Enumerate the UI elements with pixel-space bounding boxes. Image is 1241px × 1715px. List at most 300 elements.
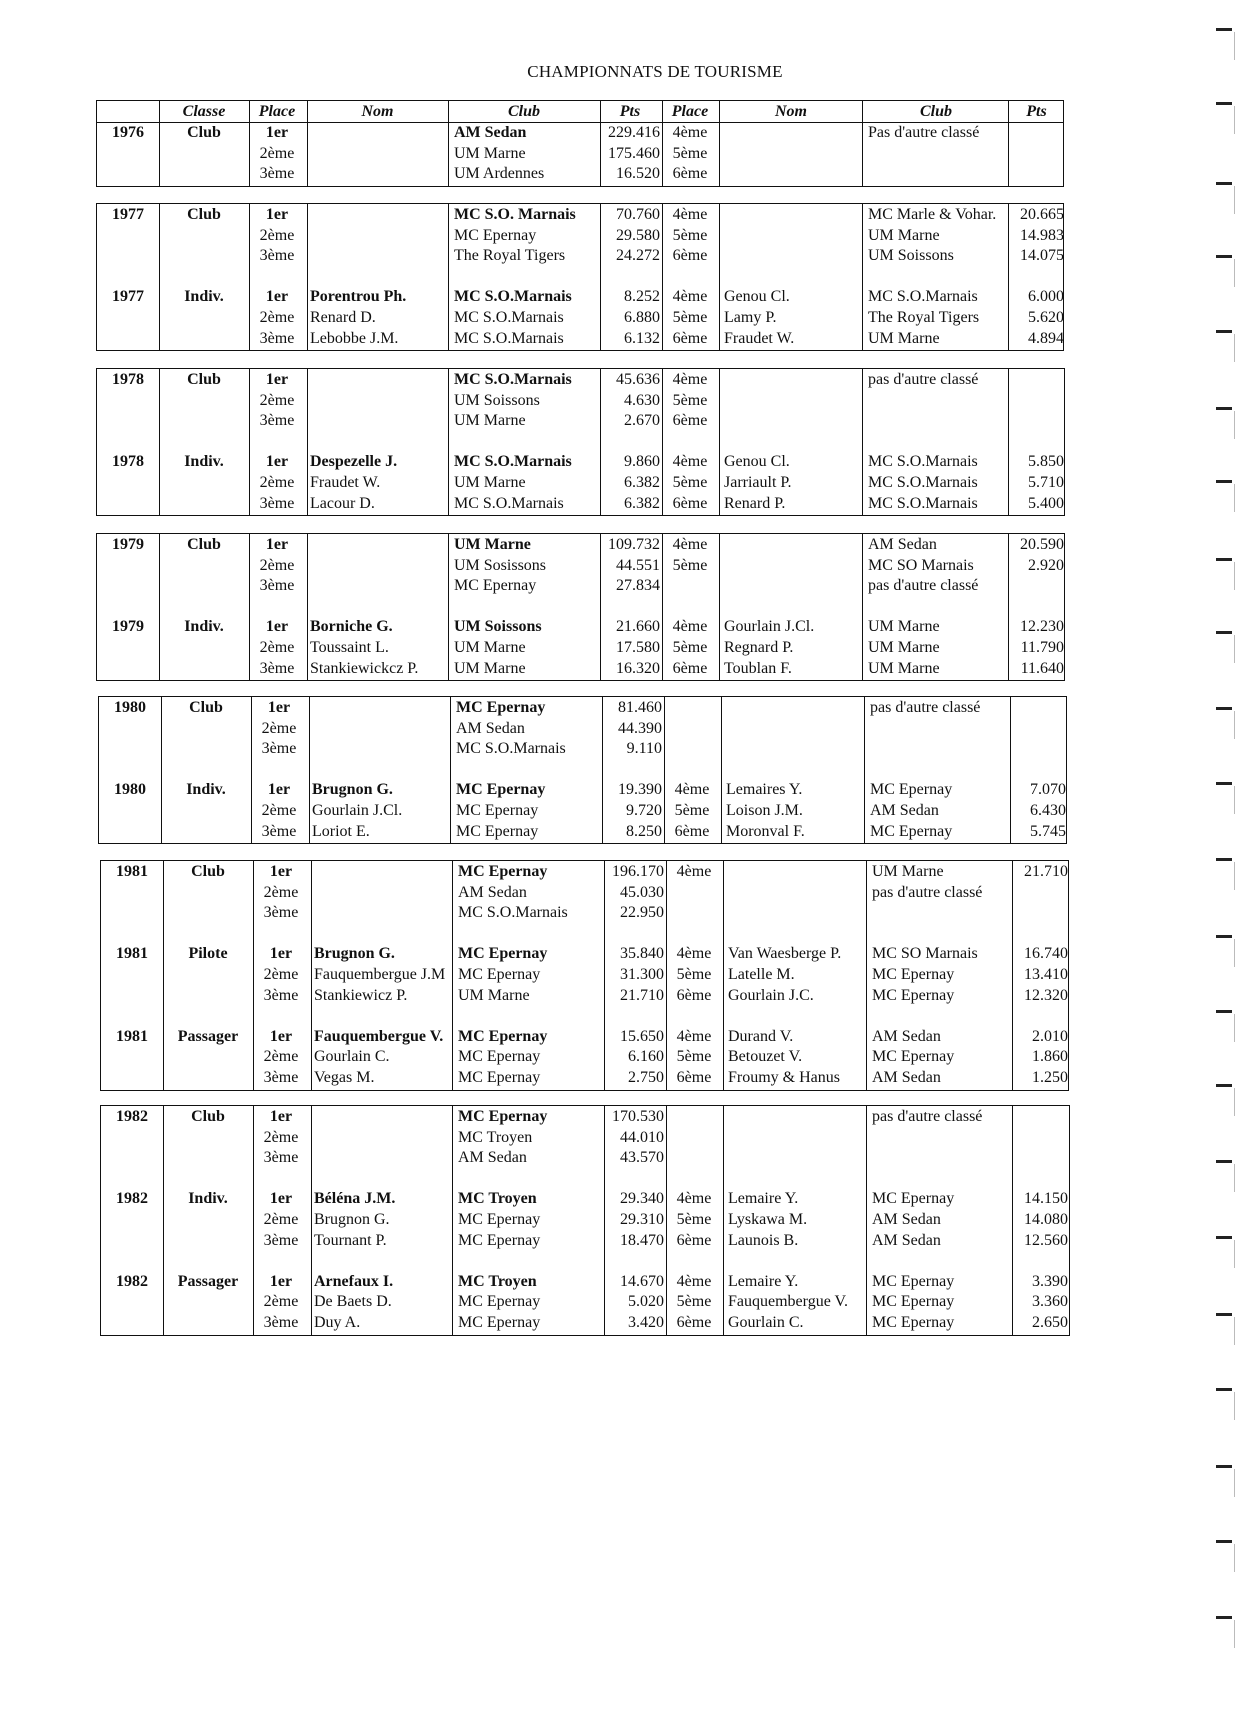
- binder-tick: [1234, 1469, 1235, 1497]
- binder-dash: [1216, 935, 1232, 938]
- cell-club: MC Epernay: [458, 966, 541, 983]
- cell-club: MC Troyen: [458, 1272, 537, 1290]
- cell-place2: 5ème: [672, 226, 708, 244]
- cell-club2: MC Epernay: [872, 1190, 955, 1208]
- cell-nom: Brugnon G.: [314, 1211, 390, 1228]
- cell-club: MC S.O.Marnais: [454, 309, 564, 326]
- cell-pts: 8.250: [626, 822, 662, 840]
- cell-classe: Club: [187, 371, 221, 388]
- cell-club: AM Sedan: [458, 883, 527, 901]
- cell-club2: MC Epernay: [872, 986, 955, 1004]
- cell-place: 2ème: [263, 966, 299, 983]
- binder-tick: [1234, 334, 1235, 362]
- cell-place2: 6ème: [676, 1231, 712, 1249]
- cell-nom: Béléna J.M.: [314, 1190, 396, 1208]
- cell-year: 1981: [116, 945, 148, 963]
- cell-pts2: 20.590: [1020, 536, 1064, 553]
- cell-place: 2ème: [259, 556, 295, 574]
- cell-year: 1976: [112, 124, 144, 141]
- cell-club2: AM Sedan: [872, 1231, 941, 1249]
- binder-tick: [1234, 1544, 1235, 1572]
- cell-place2: 5ème: [672, 556, 708, 574]
- cell-club: MC Epernay: [456, 822, 539, 840]
- binder-tick: [1234, 562, 1235, 590]
- cell-pts: 9.720: [626, 802, 662, 819]
- cell-place2: 6ème: [676, 986, 712, 1004]
- cell-club: AM Sedan: [454, 124, 527, 141]
- results-section: [96, 533, 1065, 681]
- binder-tick: [1234, 862, 1235, 890]
- table-header: [97, 101, 1063, 123]
- cell-place2: 4ème: [674, 781, 710, 799]
- cell-pts2: 5.710: [1028, 474, 1064, 491]
- binder-tick: [1234, 484, 1235, 512]
- cell-club: MC S.O.Marnais: [458, 904, 568, 922]
- cell-place: 1er: [267, 699, 291, 716]
- cell-year: 1982: [116, 1108, 148, 1125]
- cell-pts2: 3.390: [1032, 1272, 1068, 1290]
- cell-place: 2ème: [259, 391, 295, 409]
- header-club: Club: [507, 103, 540, 120]
- cell-place: 1er: [269, 1272, 293, 1290]
- cell-club2: MC Marle & Vohar.: [868, 206, 997, 223]
- cell-classe: Club: [187, 206, 221, 223]
- column-divider: [719, 204, 720, 350]
- cell-place: 2ème: [259, 144, 295, 162]
- column-divider: [721, 697, 722, 843]
- cell-pts: 45.636: [616, 371, 660, 388]
- cell-place2: 6ème: [674, 822, 710, 840]
- cell-pts2: 5.850: [1028, 453, 1064, 471]
- cell-club2: pas d'autre classé: [872, 883, 983, 901]
- cell-club2: Pas d'autre classé: [868, 124, 980, 141]
- cell-club2: MC SO Marnais: [868, 556, 974, 574]
- binder-dash: [1216, 707, 1232, 710]
- cell-pts: 2.750: [628, 1069, 664, 1086]
- cell-pts: 9.860: [624, 453, 660, 471]
- header-nom: Nom: [361, 103, 394, 120]
- cell-pts2: 2.650: [1032, 1314, 1068, 1331]
- cell-nom: Lebobbe J.M.: [310, 329, 399, 347]
- binder-dash: [1216, 1236, 1232, 1239]
- cell-nom: Fraudet W.: [310, 474, 381, 491]
- cell-club: UM Soissons: [454, 618, 542, 636]
- binder-dash: [1216, 255, 1232, 258]
- binder-tick: [1234, 939, 1235, 967]
- cell-club2: UM Marne: [868, 226, 940, 244]
- cell-place: 2ème: [261, 719, 297, 737]
- cell-place: 3ème: [263, 986, 299, 1004]
- cell-nom2: Gourlain J.Cl.: [724, 618, 815, 636]
- results-section: [98, 696, 1067, 844]
- cell-club: UM Marne: [454, 659, 526, 677]
- cell-place2: 4ème: [676, 863, 712, 880]
- cell-pts: 2.670: [624, 412, 660, 430]
- cell-classe: Club: [191, 863, 225, 880]
- cell-place: 3ème: [259, 577, 295, 595]
- binder-dash: [1216, 480, 1232, 483]
- cell-classe: Club: [187, 536, 221, 553]
- cell-pts: 29.580: [616, 226, 660, 244]
- cell-place: 3ème: [263, 1231, 299, 1249]
- cell-club2: UM Marne: [872, 863, 944, 880]
- cell-club: UM Marne: [454, 144, 526, 162]
- cell-place2: 5ème: [672, 639, 708, 656]
- results-section: [100, 860, 1069, 1091]
- cell-nom: Fauquembergue J.M: [314, 966, 446, 983]
- cell-club2: AM Sedan: [870, 802, 939, 819]
- cell-classe: Passager: [177, 1027, 239, 1045]
- cell-nom2: Lemaires Y.: [726, 781, 803, 799]
- cell-place2: 5ème: [676, 1048, 712, 1066]
- header-nom2: Nom: [775, 103, 807, 120]
- header-place: Place: [258, 103, 296, 120]
- cell-pts: 5.020: [628, 1293, 664, 1311]
- cell-nom2: Jarriault P.: [724, 474, 792, 491]
- cell-pts: 16.320: [616, 659, 660, 677]
- binder-tick: [1234, 259, 1235, 287]
- cell-classe: Club: [191, 1108, 225, 1125]
- cell-club: UM Marne: [454, 412, 526, 430]
- cell-club2: UM Marne: [868, 329, 940, 347]
- cell-club: MC Epernay: [454, 226, 537, 244]
- cell-pts2: 11.790: [1020, 639, 1064, 656]
- cell-classe: Indiv.: [188, 1190, 228, 1208]
- binder-dash: [1216, 1616, 1232, 1619]
- cell-pts: 70.760: [616, 206, 660, 223]
- cell-year: 1978: [112, 371, 144, 388]
- cell-nom: Duy A.: [314, 1314, 361, 1331]
- cell-place2: 5ème: [674, 802, 710, 819]
- binder-dash: [1216, 182, 1232, 185]
- cell-place2: 5ème: [676, 1293, 712, 1311]
- binder-tick: [1234, 186, 1235, 214]
- cell-pts: 19.390: [618, 781, 662, 799]
- cell-club: AM Sedan: [456, 719, 525, 737]
- cell-club2: MC Epernay: [872, 1272, 955, 1290]
- cell-place: 1er: [269, 1108, 293, 1125]
- cell-club: AM Sedan: [458, 1149, 527, 1167]
- cell-place2: 4ème: [676, 1272, 712, 1290]
- cell-club2: pas d'autre classé: [872, 1108, 983, 1125]
- cell-place: 1er: [265, 453, 289, 471]
- cell-pts: 170.530: [612, 1108, 664, 1125]
- cell-place2: 6ème: [672, 494, 708, 512]
- cell-nom: De Baets D.: [314, 1293, 392, 1311]
- cell-pts2: 11.640: [1020, 659, 1064, 677]
- cell-nom2: Fraudet W.: [724, 329, 795, 347]
- cell-pts: 29.310: [620, 1211, 664, 1228]
- cell-place2: 5ème: [672, 309, 708, 326]
- binder-dash: [1216, 558, 1232, 561]
- cell-club: MC S.O.Marnais: [454, 494, 564, 512]
- column-divider: [163, 1106, 164, 1335]
- cell-club2: AM Sedan: [872, 1069, 941, 1086]
- cell-pts: 22.950: [620, 904, 664, 922]
- binder-tick: [1234, 106, 1235, 134]
- binder-dash: [1216, 631, 1232, 634]
- cell-nom2: Moronval F.: [726, 822, 805, 840]
- cell-pts2: 5.620: [1028, 309, 1064, 326]
- cell-nom2: Latelle M.: [728, 966, 795, 983]
- cell-nom2: Gourlain J.C.: [728, 986, 814, 1004]
- cell-club: MC Epernay: [456, 781, 546, 799]
- cell-club: MC Epernay: [458, 1069, 541, 1086]
- cell-pts2: 20.665: [1020, 206, 1064, 223]
- cell-place2: 4ème: [672, 206, 708, 223]
- cell-pts2: 13.410: [1024, 966, 1068, 983]
- cell-place2: 6ème: [672, 165, 708, 183]
- cell-pts: 44.010: [620, 1128, 664, 1146]
- cell-place2: 5ème: [672, 391, 708, 409]
- cell-nom: Loriot E.: [312, 822, 370, 840]
- cell-pts: 21.710: [620, 986, 664, 1004]
- binder-tick: [1234, 1392, 1235, 1420]
- cell-place: 2ème: [263, 1128, 299, 1146]
- cell-place: 2ème: [259, 226, 295, 244]
- cell-pts: 15.650: [620, 1027, 664, 1045]
- cell-club: The Royal Tigers: [454, 247, 566, 265]
- cell-classe: Indiv.: [186, 781, 226, 799]
- column-divider: [719, 534, 720, 680]
- cell-place2: 5ème: [672, 474, 708, 491]
- cell-nom: Vegas M.: [314, 1069, 375, 1086]
- cell-place: 2ème: [259, 474, 295, 491]
- header-year: [97, 101, 159, 122]
- cell-club: MC Epernay: [458, 1314, 541, 1331]
- cell-place2: 5ème: [676, 1211, 712, 1228]
- cell-place: 1er: [269, 1027, 293, 1045]
- cell-pts: 8.252: [624, 288, 660, 306]
- cell-place: 1er: [265, 618, 289, 636]
- cell-pts: 44.551: [616, 556, 660, 574]
- column-divider: [723, 861, 724, 1090]
- cell-pts: 196.170: [612, 863, 664, 880]
- cell-place2: 4ème: [672, 453, 708, 471]
- cell-nom2: Loison J.M.: [726, 802, 803, 819]
- binder-tick: [1234, 711, 1235, 739]
- cell-year: 1977: [112, 206, 144, 223]
- cell-pts: 16.520: [616, 165, 660, 183]
- binder-dash: [1216, 858, 1232, 861]
- binder-tick: [1234, 1014, 1235, 1042]
- cell-club2: The Royal Tigers: [868, 309, 980, 326]
- cell-pts2: 6.430: [1030, 802, 1066, 819]
- cell-club: UM Ardennes: [454, 165, 545, 183]
- cell-place2: 4ème: [672, 371, 708, 388]
- cell-club: MC Epernay: [456, 699, 546, 716]
- header-club2: Club: [919, 103, 952, 120]
- cell-pts: 109.732: [608, 536, 660, 553]
- cell-place: 1er: [267, 781, 291, 799]
- binder-tick: [1234, 1088, 1235, 1116]
- cell-nom2: Froumy & Hanus: [728, 1069, 840, 1086]
- cell-place: 1er: [269, 863, 293, 880]
- cell-club: UM Marne: [454, 639, 526, 656]
- cell-pts2: 5.400: [1028, 494, 1064, 512]
- cell-year: 1978: [112, 453, 144, 471]
- cell-pts2: 5.745: [1030, 822, 1066, 840]
- cell-club: MC S.O.Marnais: [454, 371, 572, 388]
- cell-club2: UM Soissons: [868, 247, 954, 265]
- cell-pts: 29.340: [620, 1190, 664, 1208]
- cell-place: 3ème: [263, 904, 299, 922]
- cell-pts: 6.132: [624, 329, 660, 347]
- cell-pts2: 14.080: [1024, 1211, 1068, 1228]
- cell-classe: Club: [187, 124, 221, 141]
- results-section: [96, 368, 1065, 516]
- cell-nom2: Van Waesberge P.: [728, 945, 842, 963]
- cell-nom2: Launois B.: [728, 1231, 799, 1249]
- cell-year: 1982: [116, 1190, 148, 1208]
- cell-pts: 6.382: [624, 494, 660, 512]
- cell-pts2: 1.250: [1032, 1069, 1068, 1086]
- cell-pts: 17.580: [616, 639, 660, 656]
- cell-club: UM Sosissons: [454, 556, 547, 574]
- cell-pts2: 12.560: [1024, 1231, 1068, 1249]
- binder-tick: [1234, 411, 1235, 439]
- cell-club: MC S.O.Marnais: [454, 329, 564, 347]
- cell-club: MC Epernay: [454, 577, 537, 595]
- binder-tick: [1234, 1317, 1235, 1345]
- binder-dash: [1216, 407, 1232, 410]
- binder-dash: [1216, 1388, 1232, 1391]
- cell-nom: Tournant P.: [314, 1231, 387, 1249]
- cell-nom2: Regnard P.: [724, 639, 794, 656]
- cell-place2: 6ème: [672, 247, 708, 265]
- results-section: [96, 100, 1064, 187]
- cell-club2: MC Epernay: [870, 822, 953, 840]
- cell-nom: Gourlain C.: [314, 1048, 390, 1066]
- cell-pts2: 3.360: [1032, 1293, 1068, 1311]
- header-classe: Classe: [182, 103, 226, 120]
- cell-pts: 4.630: [624, 391, 660, 409]
- cell-nom: Porentrou Ph.: [310, 288, 407, 306]
- cell-pts: 35.840: [620, 945, 664, 963]
- binder-tick: [1234, 32, 1235, 60]
- cell-place: 3ème: [259, 412, 295, 430]
- cell-place2: 4ème: [672, 536, 708, 553]
- cell-classe: Pilote: [188, 945, 228, 963]
- cell-pts: 81.460: [618, 699, 662, 716]
- cell-place: 2ème: [263, 1048, 299, 1066]
- cell-pts: 24.272: [616, 247, 660, 265]
- cell-club: MC Epernay: [458, 1108, 548, 1125]
- cell-club2: MC S.O.Marnais: [868, 453, 978, 471]
- binder-tick: [1234, 786, 1235, 814]
- cell-place: 2ème: [259, 309, 295, 326]
- cell-place2: 6ème: [672, 412, 708, 430]
- binder-tick: [1234, 635, 1235, 663]
- cell-place: 2ème: [259, 639, 295, 656]
- cell-pts2: 14.150: [1024, 1190, 1068, 1208]
- cell-nom2: Toublan F.: [724, 659, 792, 677]
- cell-place: 2ème: [263, 1211, 299, 1228]
- cell-club: MC Troyen: [458, 1128, 533, 1146]
- cell-place: 3ème: [263, 1314, 299, 1331]
- cell-pts: 14.670: [620, 1272, 664, 1290]
- binder-tick: [1234, 1164, 1235, 1192]
- binder-tick: [1234, 1240, 1235, 1268]
- cell-nom2: Fauquembergue V.: [728, 1293, 848, 1311]
- cell-club: MC S.O. Marnais: [454, 206, 576, 223]
- cell-nom: Fauquembergue V.: [314, 1027, 444, 1045]
- cell-club: MC Epernay: [458, 1293, 541, 1311]
- column-divider: [719, 369, 720, 515]
- cell-pts2: 12.230: [1020, 618, 1064, 636]
- cell-nom: Despezelle J.: [310, 453, 398, 471]
- cell-place2: 4ème: [676, 1190, 712, 1208]
- cell-club: MC Epernay: [458, 945, 548, 963]
- cell-club2: pas d'autre classé: [868, 577, 979, 595]
- cell-nom2: Lamy P.: [724, 309, 777, 326]
- binder-dash: [1216, 1160, 1232, 1163]
- cell-club2: AM Sedan: [868, 536, 937, 553]
- cell-pts2: 12.320: [1024, 986, 1068, 1004]
- cell-pts: 6.880: [624, 309, 660, 326]
- cell-club: MC Epernay: [458, 1027, 548, 1045]
- cell-club: MC Epernay: [458, 1048, 541, 1066]
- cell-club2: UM Marne: [868, 659, 940, 677]
- cell-club: UM Soissons: [454, 391, 540, 409]
- cell-pts2: 4.894: [1028, 329, 1064, 347]
- cell-nom: Gourlain J.Cl.: [312, 802, 403, 819]
- cell-pts: 45.030: [620, 883, 664, 901]
- cell-year: 1979: [112, 618, 144, 636]
- cell-pts2: 6.000: [1028, 288, 1064, 306]
- cell-pts: 44.390: [618, 719, 662, 737]
- cell-year: 1980: [114, 781, 146, 799]
- cell-pts: 229.416: [608, 124, 660, 141]
- cell-classe: Club: [189, 699, 223, 716]
- binder-dash: [1216, 330, 1232, 333]
- cell-place: 2ème: [263, 883, 299, 901]
- binder-dash: [1216, 1313, 1232, 1316]
- cell-nom2: Durand V.: [728, 1027, 794, 1045]
- cell-place: 3ème: [259, 247, 295, 265]
- cell-club: MC Epernay: [458, 1211, 541, 1228]
- cell-place2: 4ème: [672, 618, 708, 636]
- cell-nom: Borniche G.: [310, 618, 393, 636]
- cell-club2: pas d'autre classé: [868, 371, 979, 388]
- cell-nom: Brugnon G.: [314, 945, 395, 963]
- cell-place: 1er: [269, 1190, 293, 1208]
- header-place2: Place: [671, 103, 709, 120]
- cell-place2: 6ème: [672, 659, 708, 677]
- cell-nom: Brugnon G.: [312, 781, 393, 799]
- results-section: [96, 203, 1064, 351]
- cell-nom2: Lyskawa M.: [728, 1211, 808, 1228]
- cell-club: MC Epernay: [456, 802, 539, 819]
- binder-dash: [1216, 1540, 1232, 1543]
- cell-place: 3ème: [259, 329, 295, 347]
- cell-nom: Lacour D.: [310, 494, 375, 512]
- cell-year: 1981: [116, 1027, 148, 1045]
- cell-pts2: 14.983: [1020, 226, 1064, 244]
- cell-pts: 6.160: [628, 1048, 664, 1066]
- cell-pts2: 7.070: [1030, 781, 1066, 799]
- cell-pts2: 16.740: [1024, 945, 1068, 963]
- binder-tick: [1234, 1620, 1235, 1648]
- cell-nom2: Genou Cl.: [724, 453, 790, 471]
- cell-place: 3ème: [259, 494, 295, 512]
- cell-place2: 6ème: [672, 329, 708, 347]
- cell-year: 1982: [116, 1272, 148, 1290]
- cell-nom2: Lemaire Y.: [728, 1190, 799, 1208]
- cell-club2: pas d'autre classé: [870, 699, 981, 716]
- cell-club: UM Marne: [454, 474, 526, 491]
- cell-club2: MC Epernay: [870, 781, 953, 799]
